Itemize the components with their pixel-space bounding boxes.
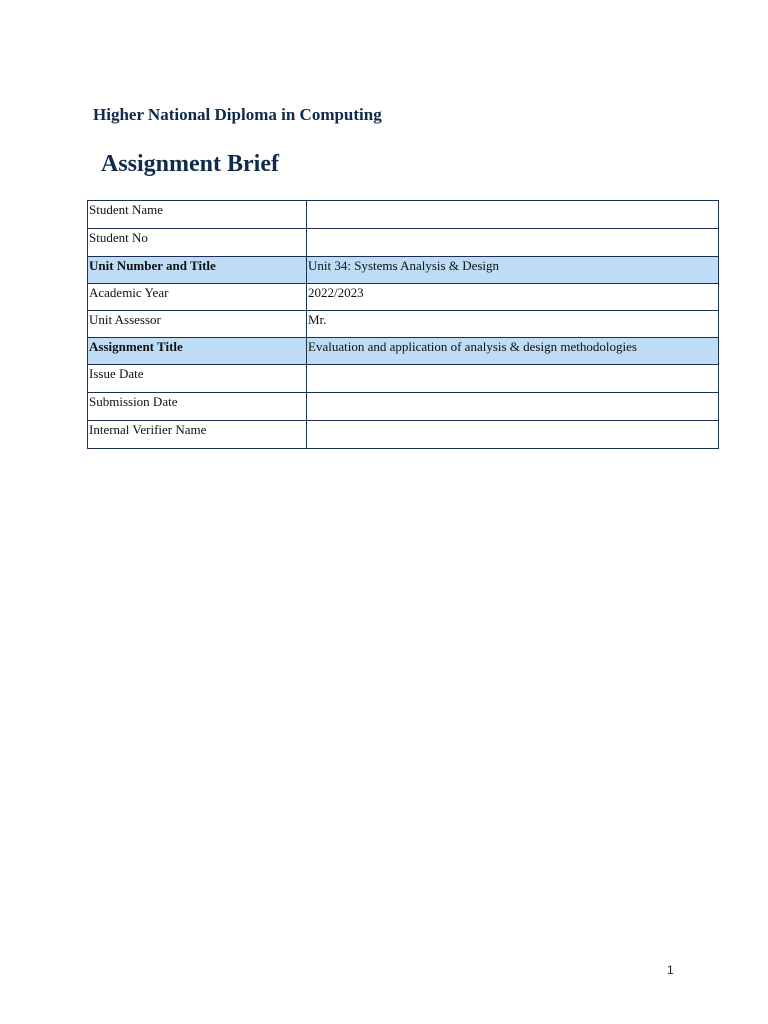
row-label: Unit Number and Title [88, 257, 307, 284]
table-row-submission-date [88, 393, 719, 421]
row-value: Unit 34: Systems Analysis & Design [307, 257, 719, 284]
table-row-student-name [88, 201, 719, 229]
row-label: Academic Year [88, 284, 307, 311]
table-row-internal-verifier [88, 421, 719, 449]
row-label: Student Name [88, 201, 307, 229]
row-value [307, 421, 719, 449]
row-label: Submission Date [88, 393, 307, 421]
row-value [307, 201, 719, 229]
table-row-student-no [88, 229, 719, 257]
row-label: Internal Verifier Name [88, 421, 307, 449]
table-row-unit-assessor [88, 311, 719, 338]
table-row-unit-number-title [88, 257, 719, 284]
row-value: Mr. [307, 311, 719, 338]
row-label: Issue Date [88, 365, 307, 393]
row-label: Unit Assessor [88, 311, 307, 338]
row-label: Assignment Title [88, 338, 307, 365]
table-row-assignment-title [88, 338, 719, 365]
row-label: Student No [88, 229, 307, 257]
page-number: 1 [667, 963, 674, 977]
row-value [307, 229, 719, 257]
row-value [307, 393, 719, 421]
assignment-info-table [87, 200, 719, 449]
document-subtitle: Higher National Diploma in Computing [93, 105, 382, 124]
row-value: Evaluation and application of analysis & design methodologies [307, 338, 719, 365]
document-title: Assignment Brief [101, 151, 279, 177]
row-value: 2022/2023 [307, 284, 719, 311]
table-row-academic-year [88, 284, 719, 311]
table-row-issue-date [88, 365, 719, 393]
row-value [307, 365, 719, 393]
